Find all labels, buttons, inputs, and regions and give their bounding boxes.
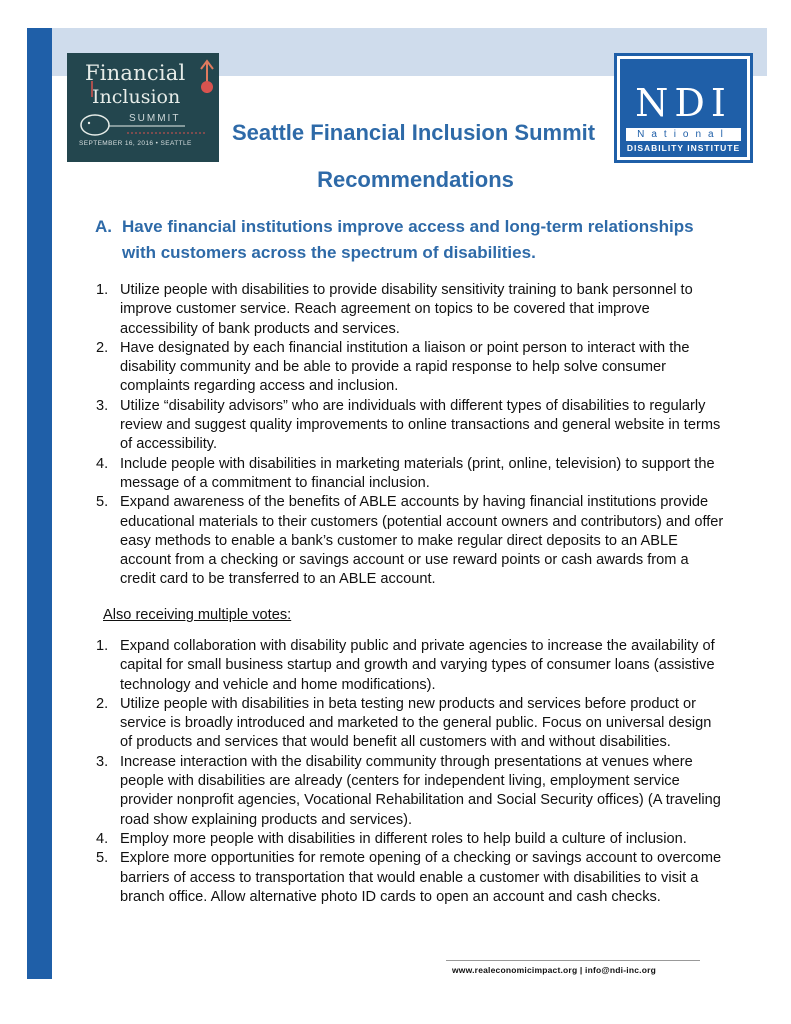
list-item-number: 4. xyxy=(96,830,109,847)
list-item-text: Utilize people with disabilities in beta testing new products and services before product or service is broadly introduced and marketed to the general public. Focus on universal design of products and services that would benefit all customers with and without disabilities. xyxy=(120,695,712,751)
list-item xyxy=(96,397,726,455)
section-a-list xyxy=(96,281,726,590)
list-item-text: Expand collaboration with disability public and private agencies to increase the availability of capital for small business startup and growth and varying types of consumer loans (assistive technology and vehicle and home modifications). xyxy=(120,638,715,693)
ndi-logo-panel xyxy=(620,59,747,157)
list-item-text: Utilize “disability advisors” who are individuals with different types of disabilities to regularly review and suggest quality improvements to online transactions and general website in terms of accessibility. xyxy=(120,397,721,453)
list-item xyxy=(96,493,726,589)
list-item-text: Employ more people with disabilities in different roles to help build a culture of inclusion. xyxy=(120,830,687,847)
summit-logo-date: SEPTEMBER 16, 2016 • SEATTLE xyxy=(79,140,192,147)
list-item xyxy=(96,830,726,849)
also-receiving-votes-heading: Also receiving multiple votes: xyxy=(103,607,292,623)
list-item xyxy=(96,849,726,907)
list-item-number: 1. xyxy=(96,282,109,298)
page-subtitle xyxy=(0,167,791,193)
financial-inclusion-summit-logo xyxy=(67,53,219,162)
ndi-logo xyxy=(614,53,753,163)
list-item-number: 2. xyxy=(96,695,109,712)
list-item-text: Expand awareness of the benefits of ABLE accounts by having financial institutions provide educational materials to their customers (potential account owners and contributors) and offer easy methods to enable a bank’s customer to make regular direct deposits to an ABLE account from a checking or savings account or use reward points or cash awards from a credit card to be transferred to an ABLE account. xyxy=(120,494,724,588)
list-item xyxy=(96,339,726,397)
section-a-marker: A. xyxy=(95,217,112,236)
list-item-text: Include people with disabilities in marketing materials (print, online, television) to support the message of a commitment to financial inclusion. xyxy=(120,455,715,491)
list-item-number: 2. xyxy=(96,339,109,356)
summit-logo-line1: Financial xyxy=(85,61,186,85)
ndi-logo-national: National xyxy=(626,128,741,141)
list-item-number: 4. xyxy=(96,455,109,472)
summit-logo-line2: Inclusion xyxy=(92,86,181,108)
section-a-heading xyxy=(95,214,705,266)
list-item xyxy=(96,695,726,753)
list-item-number: 5. xyxy=(96,494,109,511)
page-title: Seattle Financial Inclusion Summit xyxy=(232,120,596,145)
list-item-text: Increase interaction with the disability community through presentations at venues where people with disabilities are already (centers for independent living, employment service provider nonprofit agencies, Vocational Rehabilitation and Social Security offices) (A traveling road show explaining products and services). xyxy=(120,753,721,828)
list-item xyxy=(96,455,726,494)
footer-divider xyxy=(446,960,700,961)
ndi-logo-institute: DISABILITY INSTITUTE xyxy=(626,143,741,153)
list-item-number: 3. xyxy=(96,397,109,414)
list-item xyxy=(96,637,726,695)
page-subtitle-text: Recommendations xyxy=(317,167,514,192)
list-item-text: Explore more opportunities for remote opening of a checking or savings account to overcome barriers of access to transportation that would enable a customer with disabilities to visit a branch office. Allow alternative photo ID cards to open an account and cash checks. xyxy=(120,850,722,905)
list-item-text: Have designated by each financial institution a liaison or point person to interact with the disability community and be able to provide a rapid response to help solve consumer complaints regarding access and inclusion. xyxy=(120,339,690,395)
list-item-number: 1. xyxy=(96,638,109,654)
also-receiving-votes-list xyxy=(96,637,726,907)
summit-logo-line3: SUMMIT xyxy=(129,113,181,124)
section-a-heading-text: Have financial institutions improve access and long-term relationships with customers across the spectrum of disabilities. xyxy=(122,217,694,262)
list-item-number: 5. xyxy=(96,850,109,867)
ndi-logo-letters: NDI xyxy=(635,81,732,125)
list-item-number: 3. xyxy=(96,753,109,770)
list-item-text: Utilize people with disabilities to provide disability sensitivity training to bank personnel to improve customer service. Reach agreement on topics to be covered that improve accessibility of bank products and services. xyxy=(120,282,693,337)
list-item xyxy=(96,753,726,830)
list-item xyxy=(96,281,726,339)
footer-contact: www.realeconomicimpact.org | info@ndi-inc.org xyxy=(452,965,657,975)
